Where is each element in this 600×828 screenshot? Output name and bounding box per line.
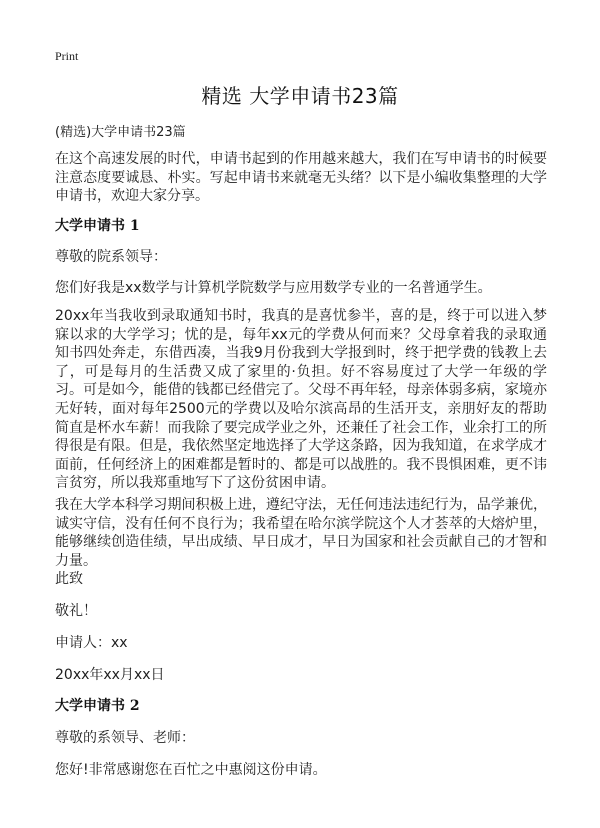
closing-1: 此致 xyxy=(55,571,83,587)
salutation-1: 尊敬的院系领导： xyxy=(55,249,167,265)
document-title: 精选 大学申请书23篇 xyxy=(201,84,399,108)
applicant-1: 申请人：xx xyxy=(55,635,128,651)
document-subtitle: (精选)大学申请书23篇 xyxy=(55,125,186,140)
intro-paragraph: 在这个高速发展的时代，申请书起到的作用越来越大，我们在写申请书的时候要注意态度要诚恳、朴实。写起申请书来就毫无头绪？以下是小编收集整理的大学申请书，欢迎大家分享。 xyxy=(55,151,547,205)
paragraph-1-3: 我在大学本科学习期间积极上进，遵纪守法，无任何违法违纪行为，品学兼优，诚实守信，没有任何不良行为；我希望在哈尔滨学院这个人才荟萃的大熔炉里，能够继续创造佳绩，早出成绩、早日成才，早日为国家和社会贡献自己的才智和力量。 xyxy=(55,497,547,569)
section-heading-2: 大学申请书 2 xyxy=(55,698,140,714)
salutation-2: 尊敬的系领导、老师： xyxy=(55,730,195,746)
print-link[interactable]: Print xyxy=(55,49,79,63)
date-1: 20xx年xx月xx日 xyxy=(55,667,165,683)
paragraph-1-2: 20xx年当我收到录取通知书时，我真的是喜忧参半，喜的是，终于可以进入梦寐以求的大学学习；忧的是，每年xx元的学费从何而来？父母拿着我的录取通知书四处奔走，东借西凑，当我9月份我到大学报到时，终于把学费的钱教上去了，可是每月的生活费又成了家里的·负担。好不容易度过了大学一年级的学习。可是如今，能借的钱都已经借完了。父母不再年轻，母亲体弱多病，家境亦无好转，面对每年2500元的学费以及哈尔滨高昂的生活开支，亲朋好友的帮助简直是杯水车薪！而我除了要完成学业之外，还兼任了社会工作，业余打工的所得很是有限。但是，我依然坚定地选择了大学这条路，因为我知道，在求学成才面前，任何经济上的困难都是暂时的、都是可以战胜的。我不畏惧困难，更不讳言贫穷，所以我郑重地写下了这份贫困申请。 xyxy=(55,308,547,492)
paragraph-2-1: 您好!非常感谢您在百忙之中惠阅这份申请。 xyxy=(55,762,327,778)
paragraph-1-1: 您们好我是xx数学与计算机学院数学与应用数学专业的一名普通学生。 xyxy=(55,280,492,296)
section-heading-1: 大学申请书 1 xyxy=(55,218,140,234)
regards-1: 敬礼！ xyxy=(55,603,97,619)
